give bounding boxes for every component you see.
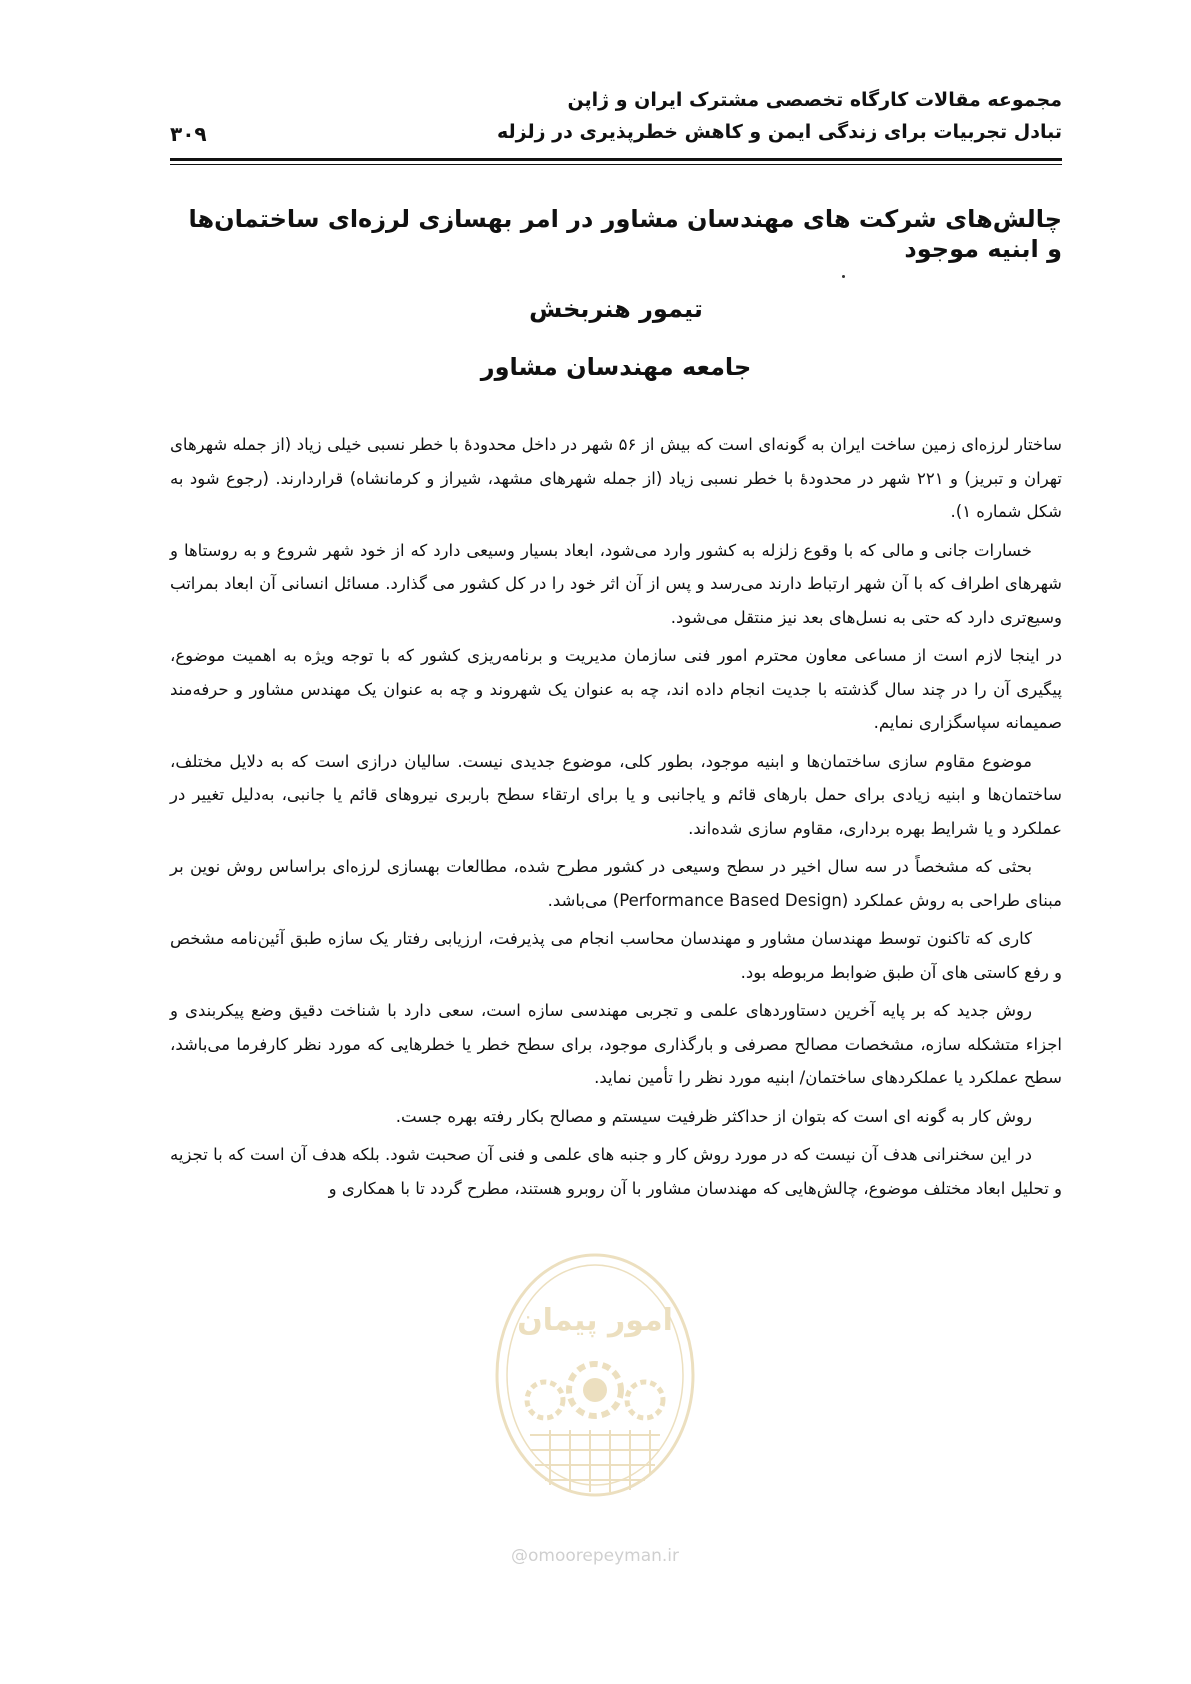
header-line-1: مجموعه مقالات کارگاه تخصصی مشترک ایران و ژاپن [567,89,1062,111]
paragraph-8: روش کار به گونه ای است که بتوان از حداکثر ظرفیت سیستم و مصالح بکار رفته بهره جست. [395,1106,1032,1126]
author-affiliation: جامعه مهندسان مشاور [480,353,752,381]
header-line-2: تبادل تجربیات برای زندگی ایمن و کاهش خطرپذیری در زلزله [497,121,1062,143]
header-titles [497,84,1062,148]
body-text [170,428,1062,1210]
paragraph-3: در اینجا لازم است از مساعی معاون محترم امور فنی سازمان مدیریت و برنامه‌ریزی کشور که با توجه ویژه به اهمیت موضوع، پیگیری آن را در چند سال گذشته با جدیت انجام داده اند، چه به عنوان یک شهروند و چه به عنوان یک مهندس مشاور و حرفه‌مند صمیمانه سپاسگزاری نمایم. [170,646,1062,732]
paragraph-2: خسارات جانی و مالی که با وقوع زلزله به کشور وارد می‌شود، ابعاد بسیار وسیعی دارد که از خود شهر شروع و به روستاها و شهرهای اطراف که با آن شهر ارتباط دارند می‌رسد و پس از آن اثر خود را در کل کشور می گذارد. مسائل انسانی آن ابعاد بمراتب وسیع‌تری دارد که حتی به نسل‌های بعد نیز منتقل می‌شود. [170,540,1062,627]
paragraph-9: در این سخنرانی هدف آن نیست که در مورد روش کار و جنبه های علمی و فنی آن صحبت شود. بلکه هدف آن است که با تجزیه و تحلیل ابعاد مختلف موضوع، چالش‌هایی که مهندسان مشاور با آن روبرو هستند، مطرح گردد تا با همکاری و [170,1145,1062,1198]
svg-text:امور پیمان: امور پیمان [517,1303,673,1338]
watermark-logo-icon [490,1250,700,1540]
paragraph-1: ساختار لرزه‌ای زمین ساخت ایران به گونه‌ای است که بیش از ۵۶ شهر در داخل محدودهٔ با خطر نسبی خیلی زیاد (از جمله شهرهای تهران و تبریز) و ۲۲۱ شهر در محدودهٔ با خطر نسبی زیاد (از جمله شهرهای مشهد، شیراز و کرمانشاه) قراردارند. (رجوع شود به شکل شماره ۱). [170,435,1062,521]
watermark-url: @omoorepeyman.ir [510,1546,680,1566]
title-block [170,204,1062,410]
author-name: تیمور هنربخش [529,295,703,323]
paragraph-4: موضوع مقاوم سازی ساختمان‌ها و ابنیه موجود، بطور کلی، موضوع جدیدی نیست. سالیان درازی است که به دلایل مختلف، ساختمان‌ها و ابنیه زیادی برای حمل بارهای قائم و یاجانبی و یا برای ارتقاء سطح باربری نیروهای قائم یا جانبی، به‌دلیل تغییر در عملکرد و یا شرایط بهره برداری، مقاوم سازی شده‌اند. [170,751,1062,838]
article-title: چالش‌های شرکت های مهندسان مشاور در امر بهسازی لرزه‌ای ساختمان‌ها و ابنیه موجود [188,205,1062,263]
watermark [490,1250,700,1570]
page-number: ۳۰۹ [170,122,207,146]
page-header [170,84,1062,164]
paragraph-7: روش جدید که بر پایه آخرین دستاوردهای علمی و تجربی مهندسی سازه است، سعی دارد با شناخت دقیق وضع پیکربندی و اجزاء متشکله سازه، مشخصات مصالح مصرفی و بارگذاری موجود، برای سطح خطر یا خطرهایی که مورد نظر کارفرما می‌باشد، سطح عملکرد یا عملکردهای ساختمان/ ابنیه مورد نظر را تأمین نماید. [170,1001,1062,1087]
paragraph-5: بحثی که مشخصاً در سه سال اخیر در سطح وسیعی در کشور مطرح شده، مطالعات بهسازی لرزه‌ای براساس روش نوین بر مبنای طراحی به روش عملکرد (Performance Based Design) می‌باشد. [170,857,1062,910]
header-rule-thick [170,158,1062,161]
header-rule-thin [170,164,1062,165]
paragraph-6: کاری که تاکنون توسط مهندسان مشاور و مهندسان محاسب انجام می پذیرفت، ارزیابی رفتار یک سازه طبق آئین‌نامه مشخص و رفع کاستی های آن طبق ضوابط مربوطه بود. [170,929,1062,982]
